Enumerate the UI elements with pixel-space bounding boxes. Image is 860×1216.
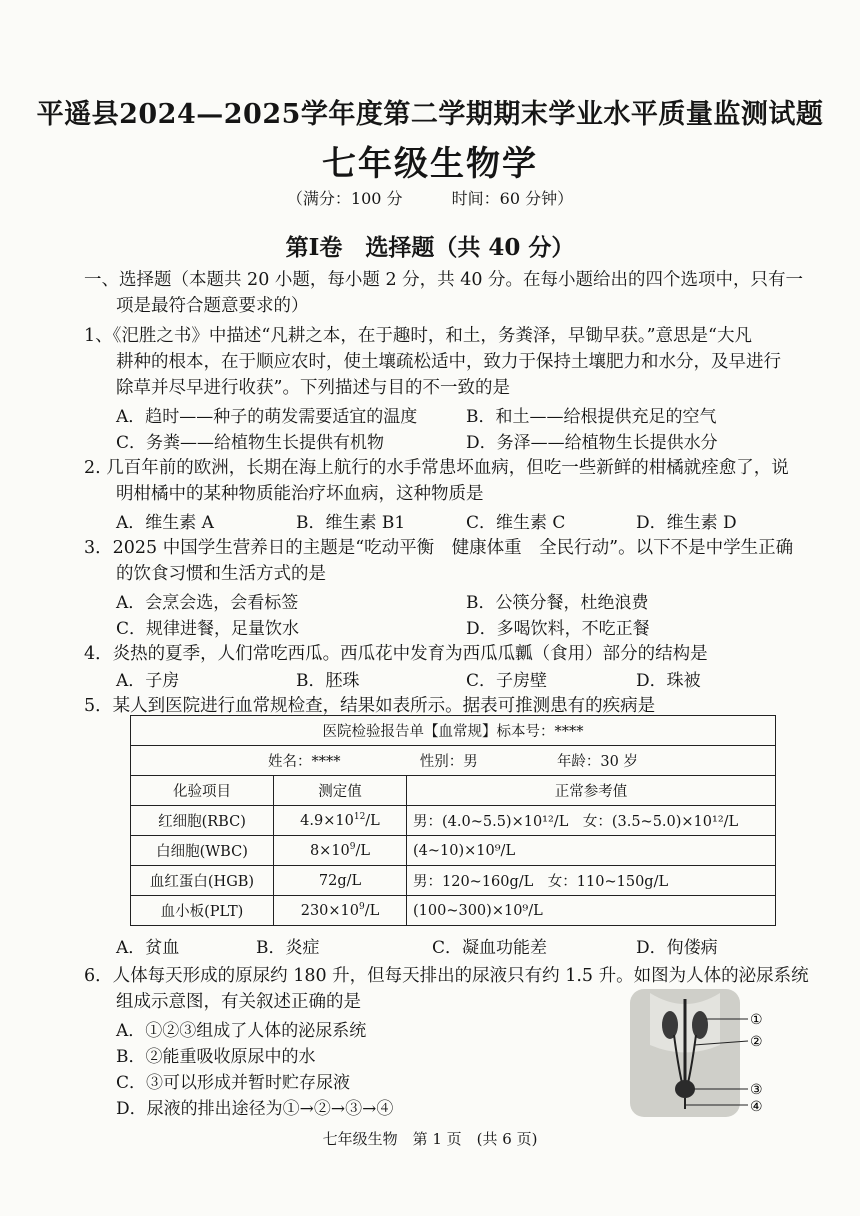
q6-stem-2: 组成示意图，有关叙述正确的是 [116, 992, 361, 1012]
q2-option-b: B．维生素 B1 [296, 513, 406, 533]
q2-option-d: D．维生素 D [636, 513, 737, 533]
q2-option-a: A．维生素 A [116, 513, 214, 533]
q1-stem: 1、《汜胜之书》中描述“凡耕之本，在于趣时，和土，务粪泽，早锄早获。”意思是“大凡 [84, 326, 752, 346]
q3-stem-2: 的饮食习惯和生活方式的是 [116, 564, 326, 584]
table-cell: 红细胞(RBC) [131, 806, 274, 836]
table-cell: 男：(4.0~5.5)×10¹²/L 女：(3.5~5.0)×10¹²/L [407, 806, 776, 836]
q2-stem-2: 明柑橘中的某种物质能治疗坏血病，这种物质是 [116, 484, 484, 504]
q3-option-d: D．多喝饮料，不吃正餐 [466, 619, 650, 639]
section-instruction: 一、选择题（本题共 20 小题，每小题 2 分，共 40 分。在每小题给出的四个选项中，只有一 [84, 270, 804, 290]
q4-option-a: A．子房 [116, 671, 180, 691]
table-header: 化验项目 [131, 776, 274, 806]
q1-option-c: C．务粪——给植物生长提供有机物 [116, 433, 385, 453]
table-row [131, 836, 776, 866]
q5-option-b: B．炎症 [256, 938, 320, 958]
q4-option-d: D．珠被 [636, 671, 701, 691]
table-caption: 医院检验报告单【血常规】标本号：**** [131, 716, 776, 746]
q2-option-c: C．维生素 C [466, 513, 566, 533]
table-cell: 白细胞(WBC) [131, 836, 274, 866]
section-instruction-cont: 项是最符合题意要求的） [116, 296, 309, 316]
q1-option-b: B．和土——给根提供充足的空气 [466, 407, 717, 427]
exam-title: 平遥县2024—2025学年度第二学期期末学业水平质量监测试题 [36, 99, 824, 130]
table-cell: $230\times 10^9/L$ [274, 896, 407, 926]
exam-time: 时间：60 分钟） [451, 189, 574, 208]
q5-stem: 5．某人到医院进行血常规检查，结果如表所示。据表可推测患有的疾病是 [84, 696, 656, 716]
patient-age: 年龄：30 岁 [556, 754, 638, 770]
q6-option-a: A．①②③组成了人体的泌尿系统 [116, 1021, 367, 1041]
bladder [675, 1080, 695, 1098]
q2-stem: 2. 几百年前的欧洲，长期在海上航行的水手常患坏血病，但吃一些新鲜的柑橘就痊愈了，说 [84, 458, 789, 478]
figure-label-4: ④ [750, 1099, 763, 1115]
patient-gender: 性别：男 [419, 754, 478, 770]
right-kidney [692, 1011, 708, 1039]
left-kidney [662, 1011, 678, 1039]
urinary-system-figure [620, 985, 780, 1125]
subject-title: 七年级生物学 [322, 144, 538, 184]
figure-label-3: ③ [750, 1082, 763, 1098]
table-cell: 血红蛋白(HGB) [131, 866, 274, 896]
q1-stem-3: 除草并尽早进行收获”。下列描述与目的不一致的是 [116, 378, 510, 398]
q3-option-a: A．会烹会选，会看标签 [116, 593, 299, 613]
patient-name: 姓名：**** [268, 754, 341, 770]
table-cell: (4~10)×10⁹/L [407, 836, 776, 866]
figure-label-2: ② [750, 1034, 763, 1050]
q6-stem: 6．人体每天形成的原尿约 180 升，但每天排出的尿液只有约 1.5 升。如图为人体的泌尿系统 [84, 966, 809, 986]
q6-option-b: B．②能重吸收原尿中的水 [116, 1047, 316, 1067]
q4-stem: 4．炎热的夏季，人们常吃西瓜。西瓜花中发育为西瓜瓜瓤（食用）部分的结构是 [84, 644, 708, 664]
table-cell: 男：120~160g/L 女：110~150g/L [407, 866, 776, 896]
q6-option-d: D．尿液的排出途径为①→②→③→④ [116, 1099, 394, 1119]
table-header: 测定值 [274, 776, 407, 806]
table-cell: (100~300)×10⁹/L [407, 896, 776, 926]
table-row [131, 896, 776, 926]
table-cell: $4.9\times 10^{12}/L$ [274, 806, 407, 836]
table-header: 正常参考值 [407, 776, 776, 806]
figure-label-1: ① [750, 1012, 763, 1028]
q1-option-a: A．趋时——种子的萌发需要适宜的温度 [116, 407, 418, 427]
q5-option-c: C．凝血功能差 [432, 938, 548, 958]
q5-option-d: D．佝偻病 [636, 938, 718, 958]
table-cell: 血小板(PLT) [131, 896, 274, 926]
section-title: 第Ⅰ卷 选择题（共 40 分） [285, 234, 575, 261]
q3-option-c: C．规律进餐，足量饮水 [116, 619, 300, 639]
table-row [131, 866, 776, 896]
q5-option-a: A．贫血 [116, 938, 180, 958]
q1-option-d: D．务泽——给植物生长提供水分 [466, 433, 718, 453]
table-cell: $8\times 10^9/L$ [274, 836, 407, 866]
blood-test-table [130, 715, 776, 926]
table-row [131, 806, 776, 836]
q3-option-b: B．公筷分餐，杜绝浪费 [466, 593, 649, 613]
page-footer: 七年级生物 第 1 页 (共 6 页) [322, 1130, 538, 1148]
patient-info [131, 746, 776, 776]
q4-option-c: C．子房壁 [466, 671, 548, 691]
q6-option-c: C．③可以形成并暂时贮存尿液 [116, 1073, 351, 1093]
table-cell: 72g/L [274, 866, 407, 896]
q3-stem: 3．2025 中国学生营养日的主题是“吃动平衡 健康体重 全民行动”。以下不是中学生正确 [84, 538, 794, 558]
q1-stem-2: 耕种的根本，在于顺应农时，使土壤疏松适中，致力于保持土壤肥力和水分，及早进行 [116, 352, 781, 372]
full-score: （满分：100 分 [286, 189, 403, 208]
q4-option-b: B．胚珠 [296, 671, 360, 691]
exam-meta [0, 186, 860, 209]
